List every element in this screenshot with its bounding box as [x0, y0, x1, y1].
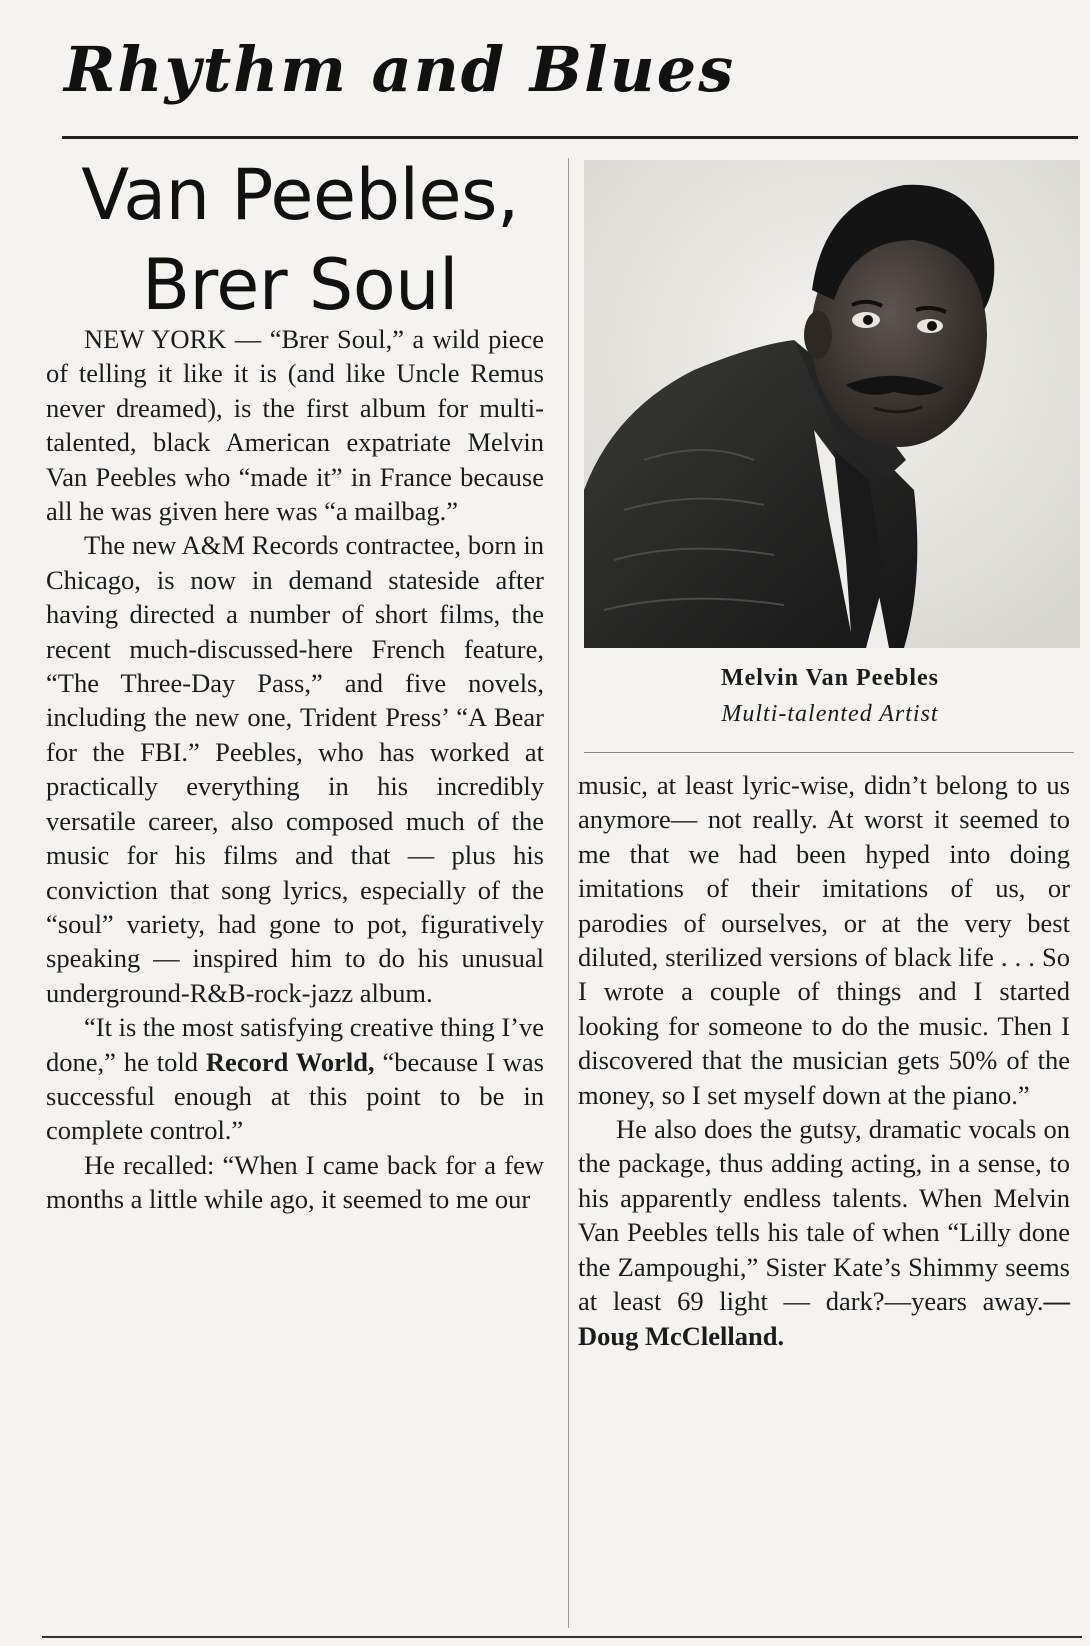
quote-text-before: “It is the most satisfying creative thing I’ve done,” he told: [46, 1012, 544, 1077]
article-paragraph-1: NEW YORK — “Brer Soul,” a wild piece of telling it like it is (and like Uncle Remus never dreamed), is the first album for multi-talented, black American expatriate Melvin Van Peebles who “made it” in France because all he was given here was “a mailbag.”: [46, 324, 544, 527]
section-title: Rhythm and Blues: [64, 33, 736, 106]
headline: [50, 150, 550, 330]
quote-text-after: “because I was successful enough at this point to be in complete control.”: [46, 1046, 544, 1146]
caption-role: Multi-talented Artist: [721, 701, 939, 727]
article-paragraph-2: The new A&M Records contractee, born in Chicago, is now in demand stateside after having directed a number of short films, the recent much-discussed-here French feature, “The Three-Day Pass,” and five novels, including the new one, Trident Press’ “A Bear for the FBI.” Peebles, who has worked at practically everything in his incredibly versatile career, also composed much of the music for his films and that — plus his conviction that song lyrics, especially of the “soul” variety, had gone to pot, figuratively speaking — inspired him to do his unusual underground-R&B-rock-jazz album.: [46, 530, 544, 1008]
headline-line-1: Van Peebles,: [81, 154, 519, 236]
publication-name: Record World,: [205, 1046, 375, 1077]
article-paragraph-4-start: He recalled: “When I came back for a few months a little while ago, it seemed to me our: [46, 1149, 544, 1215]
article-right-column: [578, 768, 1070, 1353]
portrait-photo: [584, 160, 1080, 648]
caption-name: Melvin Van Peebles: [720, 665, 939, 691]
bottom-rule: [42, 1636, 1082, 1638]
article-paragraph-4-continued: music, at least lyric-wise, didn’t belong to us anymore— not really. At worst it seemed to me that we had been hyped into doing imitations of their imitations of us, or parodies of ourselves, or at the very best diluted, sterilized versions of black life . . . So I wrote a couple of things and I started looking for someone to do the music. Then I discovered that the musician gets 50% of the money, so I set myself down at the piano.”: [578, 770, 1070, 1110]
article-paragraph-5: [578, 1112, 1070, 1353]
article-left-column: [46, 322, 544, 1217]
top-rule: [62, 136, 1078, 139]
caption-rule: [584, 752, 1074, 753]
byline: —Doug McClelland.: [578, 1286, 1070, 1351]
photo-caption: [578, 660, 1082, 732]
headline-line-2: Brer Soul: [142, 244, 458, 326]
paragraph-5-text: He also does the gutsy, dramatic vocals on the package, thus adding acting, in a sense, to his apparently endless talents. When Melvin Van Peebles tells his tale of when “Lilly done the Zampoughi,” Sister Kate’s Shimmy seems at least 69 light — dark?—years away.: [578, 1114, 1070, 1317]
article-paragraph-3: [46, 1010, 544, 1148]
column-divider: [568, 158, 569, 1628]
portrait-illustration: [584, 160, 1080, 648]
